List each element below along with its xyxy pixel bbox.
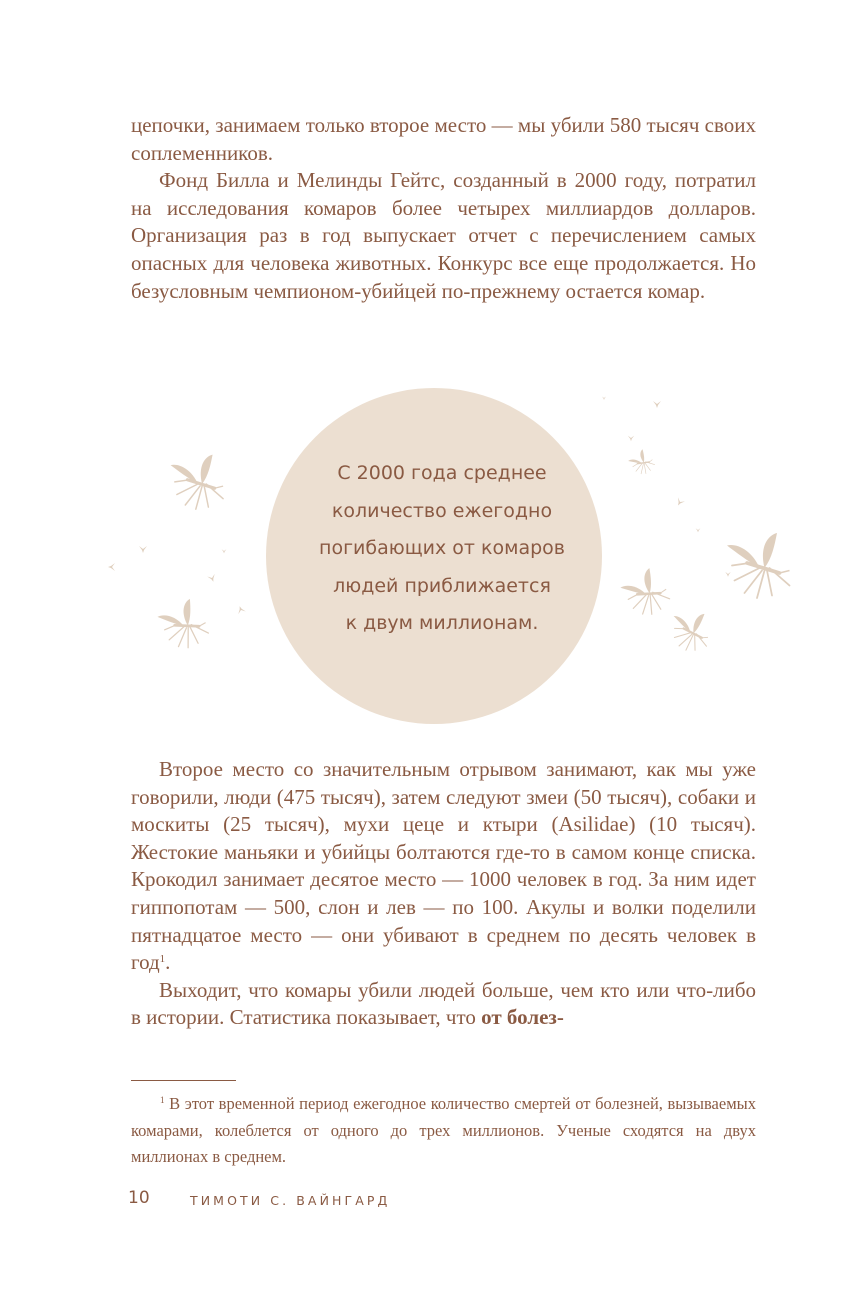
callout-line: количество ежегодно [331,499,553,522]
page-number: 10 [128,1188,150,1208]
mosquito-icon [171,455,224,510]
footnote-reference[interactable]: 1 [159,953,166,966]
mosquito-icon [727,533,790,598]
callout-line: погибающих от комаров [319,537,565,560]
mosquito-icon [626,447,656,478]
paragraph-conclusion [131,977,756,1032]
paragraph-ranking-text: Второе место со значительным отрывом занимают, как мы уже говорили, люди (475 тысяч), затем следуют змеи (50 тысяч), собаки и москиты (25 тысяч), мухи цеце и ктыри (Asilidae) (10 тысяч). Жестокие маньяки и убийцы болтаются где-то в самом конце списка. Крокодил занимает десятое место — 1000 человек в год. За ним идет гиппопотам — 500, слон и лев — по 100. Акулы и волки поделили пятнадцатое место — они убивают в среднем по десять человек в год [131,757,756,975]
mosquito-icon [668,609,712,654]
footnote-number: 1 [160,1095,165,1105]
paragraph-ranking: Второе место со значительным отрывом занимают, как мы уже говорили, люди (475 тысяч), затем следуют змеи (50 тысяч), собаки и москиты (25 тысяч), мухи цеце и ктыри (Asilidae) (10 тысяч). Жестокие маньяки и убийцы болтаются где-то в самом конце списка. Крокодил занимает десятое место — 1000 человек в год. За ним идет гиппопотам — 500, слон и лев — по 100. Акулы и волки поделили пятнадцатое место — они убивают в среднем по десять человек в год$^1$. [131,757,756,975]
paragraph-conclusion-bold: от болез- [481,1005,564,1030]
footnote [131,1091,756,1171]
footnote-divider [131,1080,236,1081]
running-head-author: ТИМОТИ С. ВАЙНГАРД [190,1193,391,1208]
callout-line: людей приближается [333,574,551,597]
footnote-text: В этот временной период ежегодное количество смертей от болезней, вызываемых комарами, колеблется от одного до трех миллионов. Ученые сходятся на двух миллионах в среднем. [131,1094,756,1166]
callout-line: С 2000 года среднее [337,462,547,484]
paragraph-continuation: цепочки, занимаем только второе место — мы убили 580 тысяч своих соплеменников. [131,113,756,165]
paragraph-gates-foundation: Фонд Билла и Мелинды Гейтс, созданный в 2000 году, потратил на исследования комаров более четырех миллиардов долларов. Организация раз в год выпускает отчет с перечислением самых опасных для человека животных. Конкурс все еще продолжается. Но безусловным чемпионом-убийцей по-прежнему остается комар. [131,168,756,303]
callout-line: к двум миллионам. [345,612,539,635]
paragraph-conclusion-text: Выходит, что комары убили людей больше, чем кто или что-либо в истории. Статистика показывает, что [131,977,756,1030]
mosquito-icon [617,565,672,621]
mosquito-icon [155,597,211,654]
body-text-bottom [131,756,756,1032]
callout-quote [266,455,618,643]
